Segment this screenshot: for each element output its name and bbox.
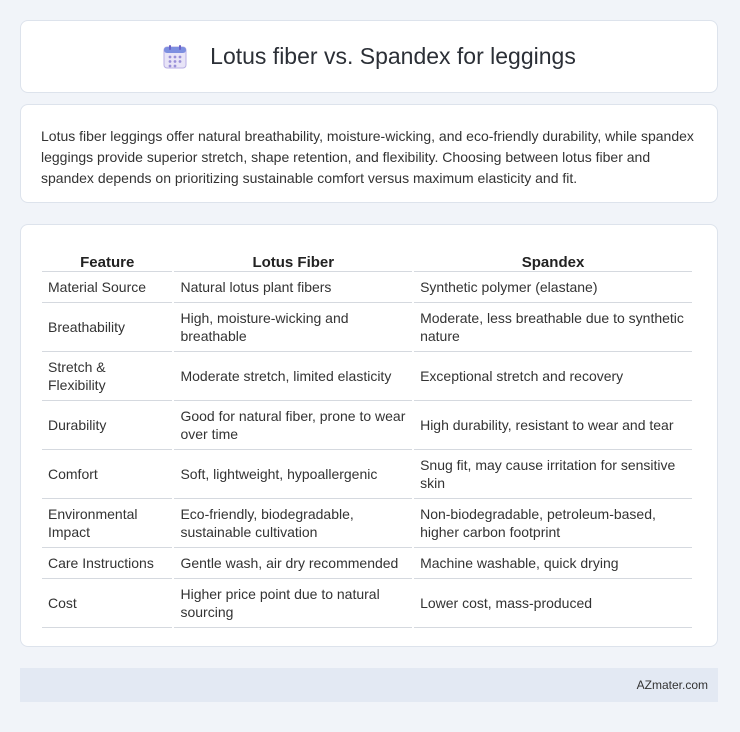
page-title: Lotus fiber vs. Spandex for leggings bbox=[210, 43, 576, 69]
spandex-cell: Synthetic polymer (elastane) bbox=[414, 272, 692, 303]
lotus-cell: Moderate stretch, limited elasticity bbox=[174, 352, 412, 401]
lotus-cell: Good for natural fiber, prone to wear over time bbox=[174, 401, 412, 450]
lotus-cell: High, moisture-wicking and breathable bbox=[174, 303, 412, 352]
description-card bbox=[20, 104, 718, 203]
description-text: Lotus fiber leggings offer natural breathability, moisture-wicking, and eco-friendly durability, while spandex leggings provide superior stretch, shape retention, and flexibility. Choosing between lotus fiber and spandex depends on prioritizing sustainable comfort versus maximum elasticity and fit. bbox=[41, 128, 694, 186]
spandex-cell: High durability, resistant to wear and tear bbox=[414, 401, 692, 450]
table-row bbox=[42, 579, 692, 628]
spandex-cell: Lower cost, mass-produced bbox=[414, 579, 692, 628]
spandex-cell: Moderate, less breathable due to synthetic nature bbox=[414, 303, 692, 352]
feature-cell: Environmental Impact bbox=[42, 499, 172, 548]
header-feature: Feature bbox=[42, 245, 172, 272]
footer bbox=[20, 668, 718, 702]
footer-source[interactable]: AZmater.com bbox=[636, 678, 708, 692]
header-spandex: Spandex bbox=[414, 245, 692, 272]
table-row bbox=[42, 401, 692, 450]
feature-cell: Stretch & Flexibility bbox=[42, 352, 172, 401]
table-row bbox=[42, 272, 692, 303]
spandex-cell: Non-biodegradable, petroleum-based, higher carbon footprint bbox=[414, 499, 692, 548]
table-row bbox=[42, 548, 692, 579]
lotus-cell: Soft, lightweight, hypoallergenic bbox=[174, 450, 412, 499]
feature-cell: Material Source bbox=[42, 272, 172, 303]
calendar-icon bbox=[162, 44, 188, 70]
spandex-cell: Machine washable, quick drying bbox=[414, 548, 692, 579]
table-row bbox=[42, 352, 692, 401]
spandex-cell: Exceptional stretch and recovery bbox=[414, 352, 692, 401]
header-lotus-fiber: Lotus Fiber bbox=[174, 245, 412, 272]
table-header-row bbox=[42, 245, 692, 272]
table-row bbox=[42, 450, 692, 499]
comparison-table bbox=[40, 245, 694, 628]
lotus-cell: Eco-friendly, biodegradable, sustainable cultivation bbox=[174, 499, 412, 548]
feature-cell: Care Instructions bbox=[42, 548, 172, 579]
feature-cell: Comfort bbox=[42, 450, 172, 499]
table-row bbox=[42, 303, 692, 352]
lotus-cell: Gentle wash, air dry recommended bbox=[174, 548, 412, 579]
spandex-cell: Snug fit, may cause irritation for sensitive skin bbox=[414, 450, 692, 499]
lotus-cell: Higher price point due to natural sourcing bbox=[174, 579, 412, 628]
comparison-card bbox=[20, 224, 718, 647]
feature-cell: Cost bbox=[42, 579, 172, 628]
lotus-cell: Natural lotus plant fibers bbox=[174, 272, 412, 303]
title-card bbox=[20, 20, 718, 93]
feature-cell: Durability bbox=[42, 401, 172, 450]
feature-cell: Breathability bbox=[42, 303, 172, 352]
table-row bbox=[42, 499, 692, 548]
